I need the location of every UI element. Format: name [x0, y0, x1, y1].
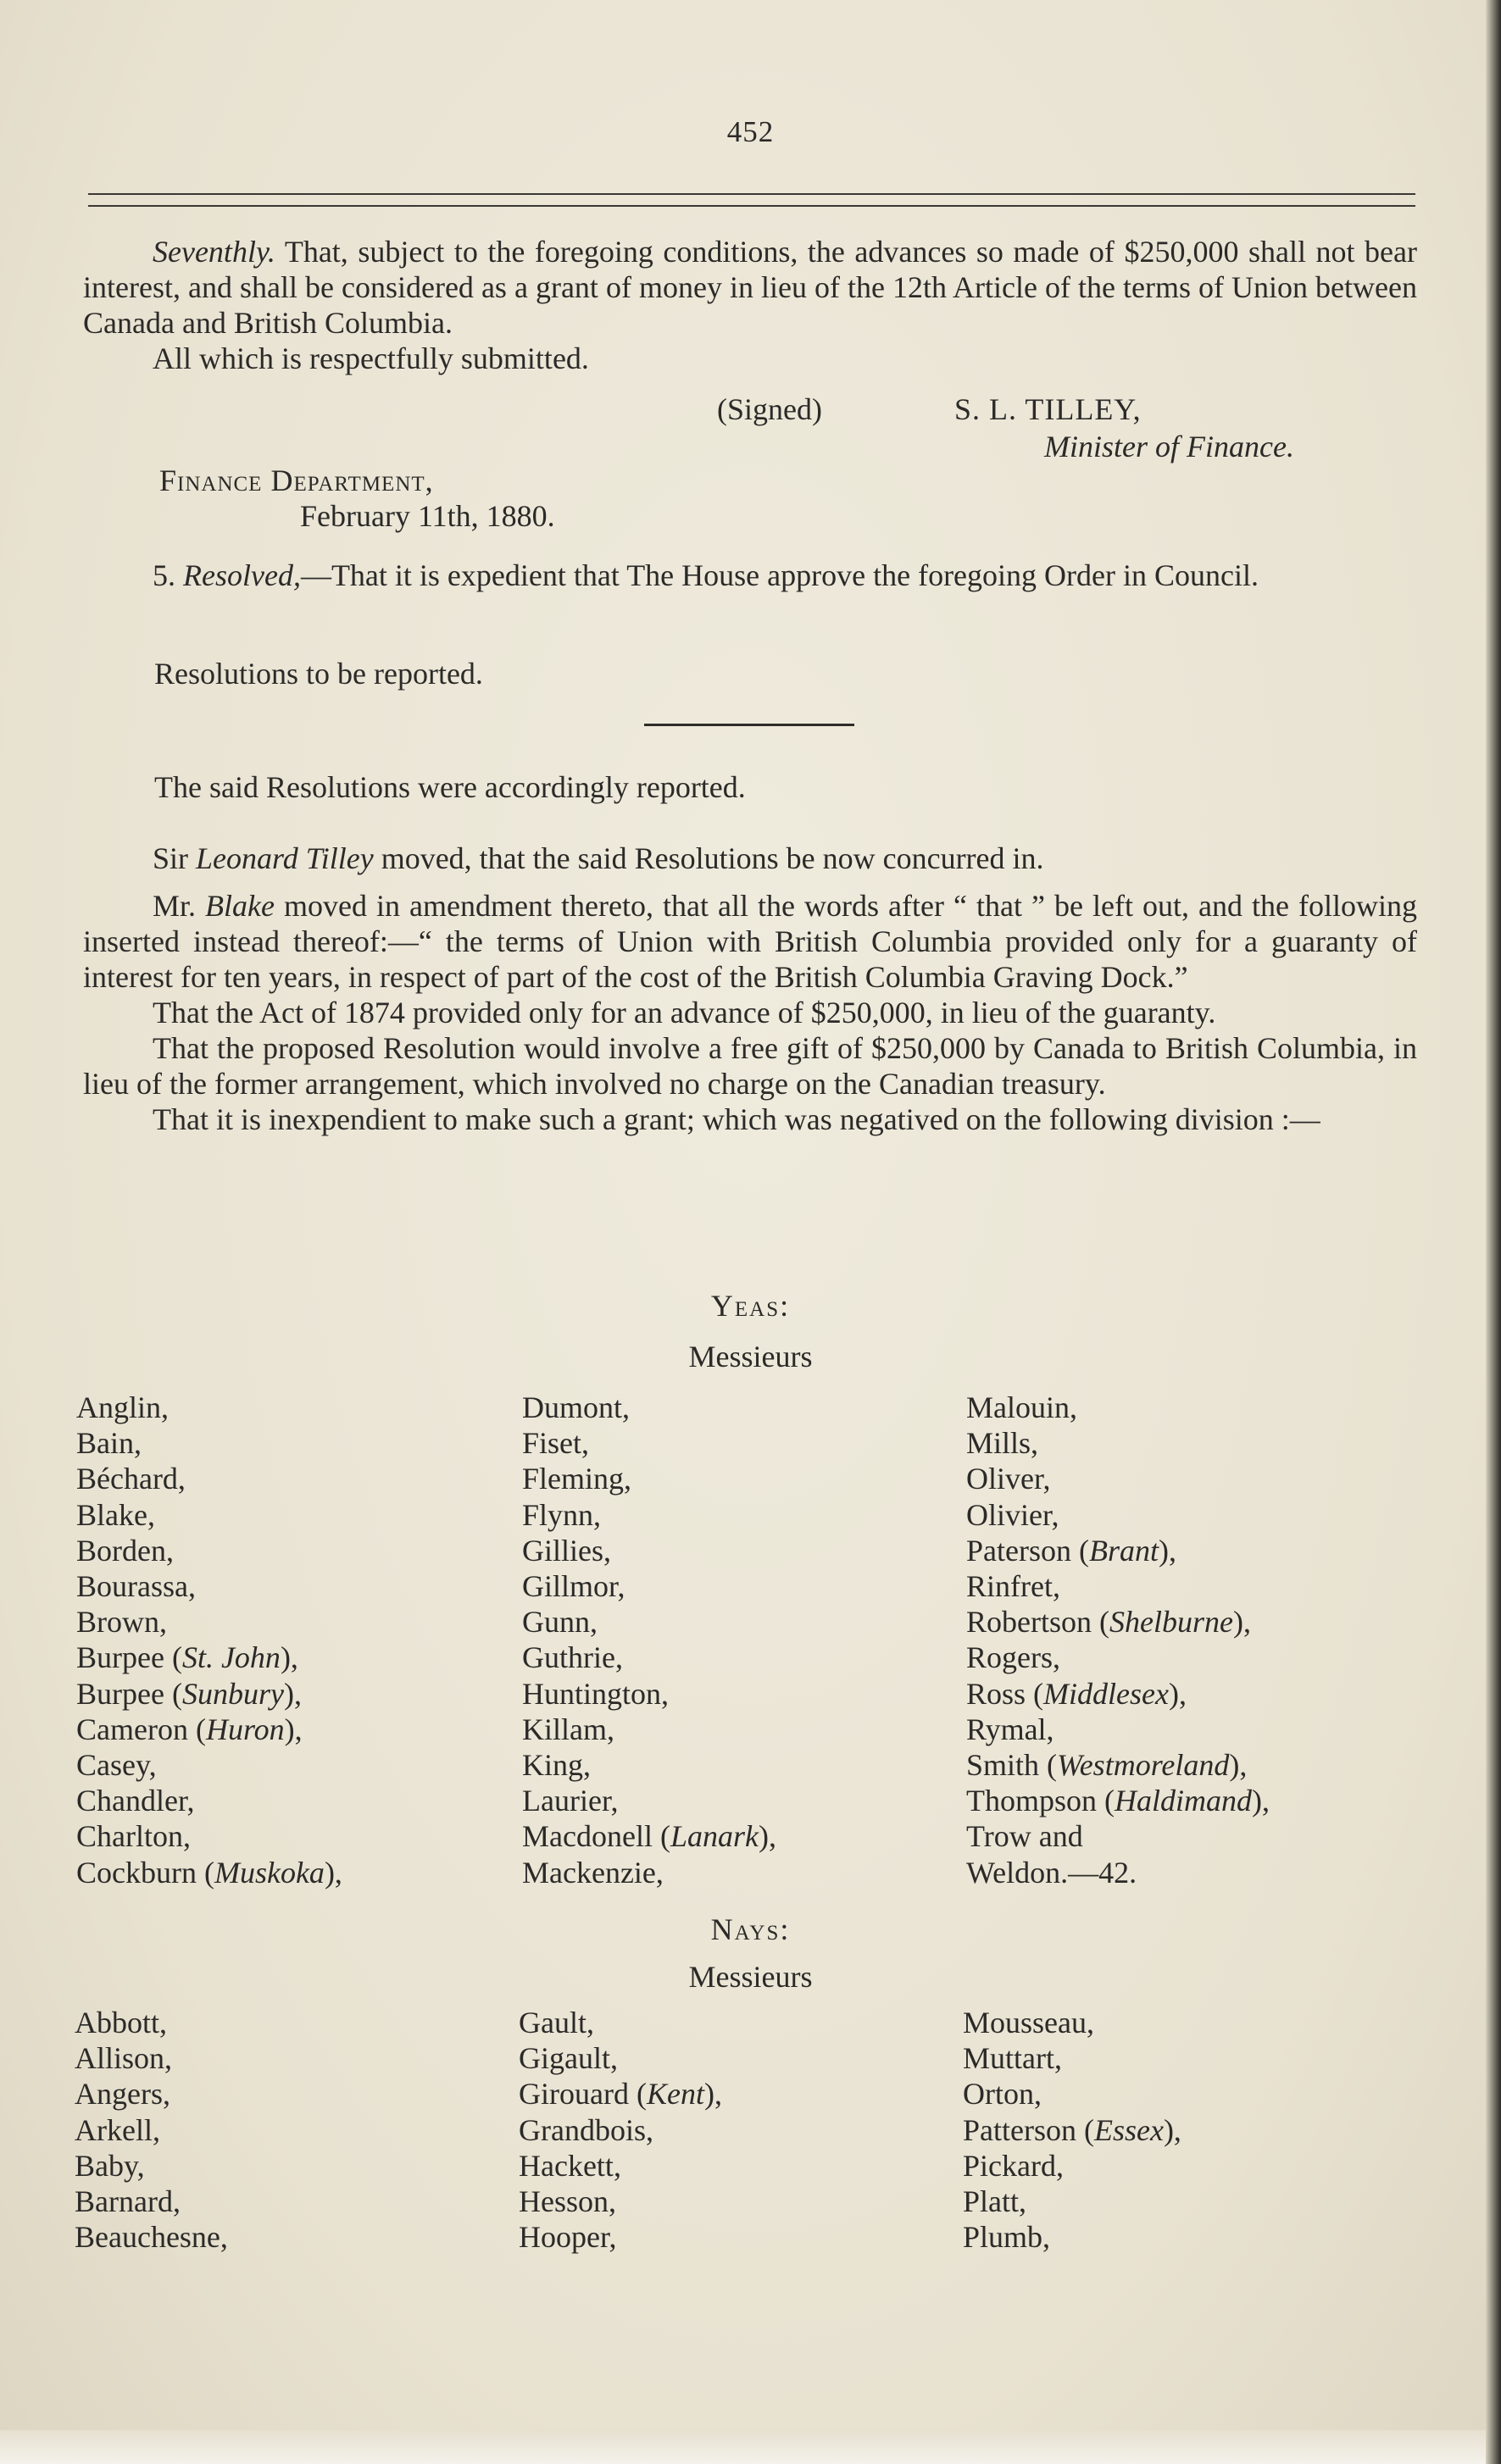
member-name: Angers, [75, 2077, 170, 2112]
member-name: Hackett, [519, 2148, 621, 2183]
member-name: Oliver, [966, 1462, 1051, 1496]
riding-name: Muskoka [214, 1855, 325, 1890]
member-name: Anglin, [76, 1390, 170, 1424]
member-name: Mills, [966, 1426, 1039, 1461]
member-name: Gillies, [522, 1533, 611, 1568]
member-name: Killam, [522, 1712, 614, 1746]
member-name: Gigault, [519, 2041, 618, 2076]
member-name: Gunn, [522, 1605, 598, 1640]
signatory-title: Minister of Finance. [1044, 430, 1294, 463]
riding-name: Sunbury [181, 1676, 284, 1711]
member-name: Mousseau, [963, 2006, 1094, 2039]
member-name: Burpee (St. John), [76, 1640, 298, 1675]
riding-name: Lanark [670, 1819, 759, 1854]
member-name: Malouin, [966, 1390, 1077, 1424]
member-name: Casey, [76, 1748, 157, 1783]
member-name: Hesson, [519, 2184, 616, 2219]
member-name: Guthrie, [522, 1640, 623, 1675]
department-name: Finance Department, [159, 463, 434, 497]
member-name: Charlton, [76, 1819, 191, 1854]
member-name: Olivier, [966, 1497, 1059, 1532]
member-name: Fiset, [522, 1426, 590, 1461]
resolution-5-paragraph: 5. Resolved,—That it is expedient that The House approve the foregoing Order in Council. [153, 558, 1259, 592]
nays-column-1 [75, 2005, 228, 2255]
member-name: Cockburn (Muskoka), [76, 1855, 342, 1890]
member-name: Bourassa, [76, 1569, 196, 1604]
page-binding-edge [1486, 0, 1501, 2464]
member-name: Burpee (Sunbury), [76, 1676, 302, 1711]
to-be-reported-line: Resolutions to be reported. [154, 657, 483, 691]
member-name: Brown, [76, 1605, 167, 1640]
member-name: Baby, [75, 2148, 145, 2183]
yeas-column-3 [966, 1390, 1270, 1890]
seventhly-paragraph [83, 234, 1417, 341]
amendment-paragraph-2: That the Act of 1874 provided only for an advance of $250,000, in lieu of the guaranty. [153, 996, 1216, 1029]
riding-name: Essex [1093, 2112, 1164, 2147]
member-name: Rinfret, [966, 1569, 1060, 1604]
member-name: Rymal, [966, 1712, 1054, 1746]
submitted-line: All which is respectfully submitted. [153, 341, 589, 375]
yeas-heading: Yeas: [710, 1289, 791, 1323]
riding-name: Westmoreland [1057, 1748, 1230, 1783]
nays-column-2 [519, 2005, 722, 2255]
reported-line: The said Resolutions were accordingly reported. [154, 770, 746, 804]
member-name: Barnard, [75, 2184, 181, 2219]
member-name: Flynn, [522, 1497, 602, 1532]
yeas-column-2 [522, 1390, 776, 1890]
signed-label: (Signed) [717, 392, 822, 426]
resolved-label: Resolved, [183, 558, 301, 592]
member-name: Plumb, [963, 2220, 1051, 2255]
member-name: Girouard (Kent), [519, 2077, 722, 2112]
seventhly-text: That, subject to the foregoing conditions, the advances so made of $250,000 shall not bear interest, and shall be considered as a grant of money in lieu of the 12th Article of the terms of Union between Canada and British Columbia. [83, 235, 1417, 340]
page-bottom-edge [0, 2430, 1501, 2464]
amendment-paragraph-4: That it is inexpendient to make such a grant; which was negatived on the following division :— [153, 1102, 1320, 1136]
member-name: Macdonell (Lanark), [522, 1819, 776, 1854]
member-name: Grandbois, [519, 2112, 653, 2147]
nays-subheading: Messieurs [688, 1960, 813, 1994]
riding-name: Huron [205, 1712, 285, 1746]
nays-column-3 [963, 2005, 1181, 2255]
member-name: Paterson (Brant), [966, 1533, 1176, 1568]
resolution-5-block [83, 558, 1417, 593]
riding-name: Haldimand [1115, 1784, 1252, 1818]
amendment-paragraph: Mr. Blake moved in amendment thereto, that all the words after “ that ” be left out, and the following inserted instead thereof:—“ the terms of Union with British Columbia provided only for a guaranty of interest for ten years, in respect of part of the cost of the British Columbia Graving Dock.” [83, 889, 1418, 994]
member-name: Platt, [963, 2184, 1027, 2219]
member-name: Arkell, [75, 2112, 160, 2147]
member-name: Trow and [966, 1819, 1083, 1854]
yeas-subheading: Messieurs [688, 1340, 813, 1374]
amendment-block [83, 888, 1417, 1137]
seventhly-label: Seventhly. [153, 235, 275, 269]
member-name: Chandler, [76, 1784, 195, 1818]
motion-block [83, 841, 1417, 876]
motion-paragraph: Sir Leonard Tilley moved, that the said Resolutions be now concurred in. [153, 841, 1044, 875]
yeas-column-1 [76, 1390, 342, 1890]
section-rule [644, 724, 854, 726]
member-name: Bain, [76, 1426, 142, 1461]
riding-name: Middlesex [1043, 1676, 1169, 1711]
member-name: Dumont, [522, 1390, 631, 1424]
member-name: Pickard, [963, 2148, 1064, 2183]
member-name: Fleming, [522, 1462, 632, 1496]
amendment-paragraph-3: That the proposed Resolution would involve a free gift of $250,000 by Canada to British Columbia, in lieu of the former arrangement, which involved no charge on the Canadian treasury. [83, 1031, 1417, 1101]
member-name: Thompson (Haldimand), [966, 1784, 1270, 1818]
member-name: Patterson (Essex), [963, 2112, 1181, 2147]
riding-name: Kent [646, 2077, 704, 2112]
nays-heading: Nays: [710, 1912, 791, 1946]
page-number: 452 [726, 115, 775, 148]
member-name: Abbott, [75, 2006, 168, 2039]
riding-name: Brant [1088, 1533, 1159, 1568]
member-name: Beauchesne, [75, 2220, 228, 2255]
member-name: Mackenzie, [522, 1855, 664, 1890]
resolution-5-text: —That it is expedient that The House approve the foregoing Order in Council. [300, 558, 1259, 592]
signatory-name: S. L. TILLEY, [954, 392, 1142, 426]
member-name: Muttart, [963, 2041, 1062, 2076]
member-name: Gault, [519, 2006, 594, 2039]
riding-name: St. John [181, 1640, 281, 1675]
member-name: Smith (Westmoreland), [966, 1748, 1248, 1783]
member-name: Béchard, [76, 1462, 186, 1496]
member-name: Laurier, [522, 1784, 619, 1818]
member-name: Orton, [963, 2077, 1042, 2112]
member-name: Ross (Middlesex), [966, 1676, 1187, 1711]
member-name: Weldon.—42. [966, 1855, 1137, 1890]
member-name: Gillmor, [522, 1569, 625, 1604]
department-date: February 11th, 1880. [300, 499, 555, 533]
amendment-mover: Blake [205, 889, 275, 923]
riding-name: Shelburne [1109, 1605, 1233, 1640]
member-name: King, [522, 1748, 591, 1783]
member-name: Allison, [75, 2041, 173, 2076]
header-double-rule [88, 193, 1415, 207]
member-name: Hooper, [519, 2220, 617, 2255]
member-name: Cameron (Huron), [76, 1712, 303, 1746]
motion-mover: Leonard Tilley [196, 841, 374, 875]
member-name: Huntington, [522, 1676, 670, 1711]
member-name: Rogers, [966, 1640, 1060, 1675]
member-name: Robertson (Shelburne), [966, 1605, 1251, 1640]
member-name: Blake, [76, 1497, 155, 1532]
member-name: Borden, [76, 1533, 174, 1568]
seventhly-block [83, 234, 1417, 376]
